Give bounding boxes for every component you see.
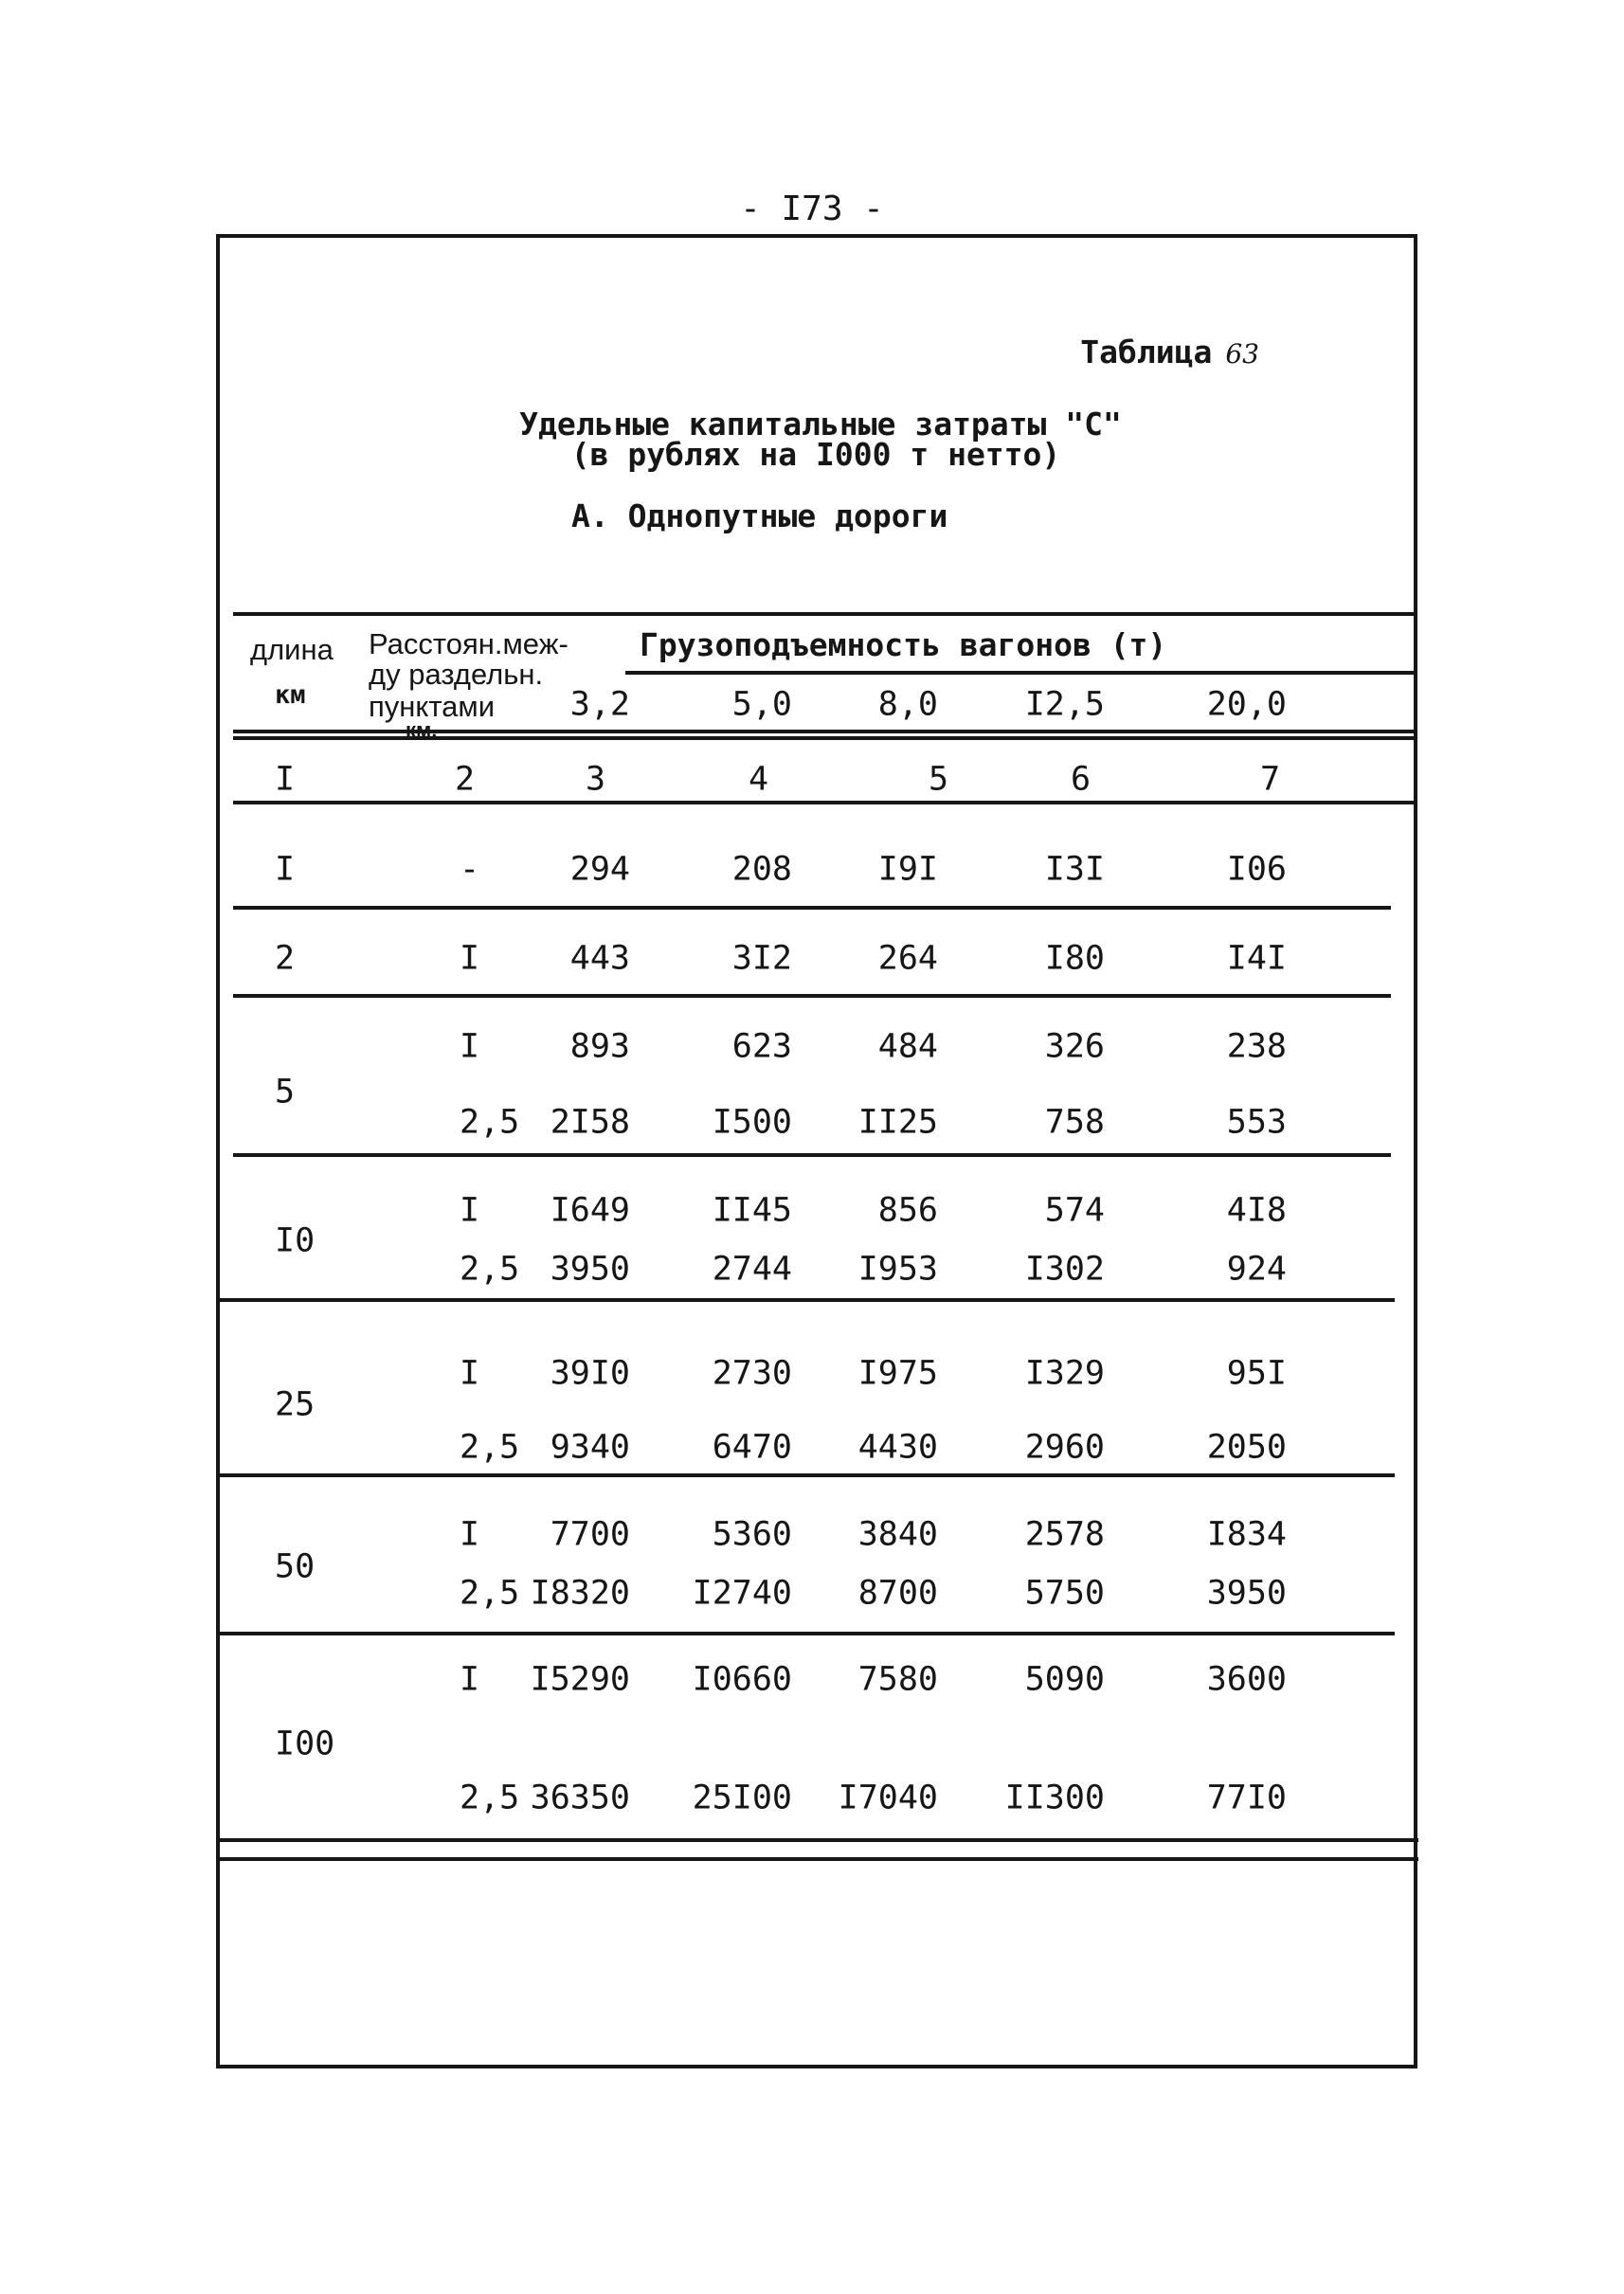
table-cell: I9I bbox=[877, 850, 938, 889]
table-rule-bottom bbox=[220, 1857, 1418, 1861]
table-cell: I5290 bbox=[530, 1660, 630, 1699]
table-cell: I953 bbox=[857, 1250, 938, 1289]
header-capacity-3: 8,0 bbox=[877, 685, 938, 724]
row-distance: I bbox=[460, 1354, 480, 1393]
column-number-7: 7 bbox=[1260, 760, 1281, 799]
row-distance: 2,5 bbox=[460, 1103, 520, 1142]
header-capacity-2: 5,0 bbox=[731, 685, 792, 724]
table-cell: 2578 bbox=[1024, 1515, 1105, 1554]
table-cell: II45 bbox=[712, 1191, 792, 1230]
header-capacity-4: I2,5 bbox=[1024, 685, 1105, 724]
header-distance-label-2: ду раздельн. bbox=[369, 658, 544, 691]
table-cell: 6470 bbox=[712, 1428, 792, 1467]
table-cell: 2050 bbox=[1206, 1428, 1287, 1467]
table-cell: I06 bbox=[1226, 850, 1287, 889]
header-capacity-label: Грузоподъемность вагонов (т) bbox=[640, 626, 1167, 663]
header-distance-label-3: пунктами bbox=[369, 690, 496, 723]
table-cell: 924 bbox=[1226, 1250, 1287, 1289]
table-cell: I2740 bbox=[692, 1574, 792, 1613]
table-cell: 5090 bbox=[1024, 1660, 1105, 1699]
table-cell: 484 bbox=[877, 1027, 938, 1066]
header-length-unit: км bbox=[275, 680, 306, 710]
table-title-line-1: Удельные капитальные затраты "С" bbox=[519, 406, 1122, 443]
column-number-4: 4 bbox=[749, 760, 769, 799]
table-cell: 856 bbox=[877, 1191, 938, 1230]
row-distance: I bbox=[460, 1515, 480, 1554]
table-cell: 4430 bbox=[857, 1428, 938, 1467]
table-cell: 7580 bbox=[857, 1660, 938, 1699]
table-subtitle: А. Однопутные дороги bbox=[571, 497, 948, 534]
table-title-line-2: (в рублях на I000 т нетто) bbox=[570, 436, 1061, 473]
table-cell: 893 bbox=[569, 1027, 630, 1066]
header-capacity-5: 20,0 bbox=[1206, 685, 1287, 724]
table-cell: 9340 bbox=[550, 1428, 630, 1467]
column-number-2: 2 bbox=[455, 760, 476, 799]
table-cell: 574 bbox=[1044, 1191, 1105, 1230]
table-cell: 326 bbox=[1044, 1027, 1105, 1066]
row-distance: I bbox=[460, 1660, 480, 1699]
table-cell: 2730 bbox=[712, 1354, 792, 1393]
table-caption-number: 63 bbox=[1225, 338, 1259, 370]
table-cell: I0660 bbox=[692, 1660, 792, 1699]
column-number-5: 5 bbox=[929, 760, 949, 799]
header-length-label: длина bbox=[250, 633, 334, 666]
table-cell: 2744 bbox=[712, 1250, 792, 1289]
table-cell: 25I00 bbox=[692, 1779, 792, 1817]
page-number: - I73 - bbox=[740, 190, 884, 228]
table-cell: 36350 bbox=[530, 1779, 630, 1817]
table-cell: I80 bbox=[1044, 939, 1105, 978]
table-cell: I302 bbox=[1024, 1250, 1105, 1289]
table-rule-top bbox=[233, 612, 1416, 616]
column-number-1: I bbox=[275, 760, 296, 799]
table-cell: 3600 bbox=[1206, 1660, 1287, 1699]
table-cell: 2I58 bbox=[550, 1103, 630, 1142]
table-cell: I649 bbox=[550, 1191, 630, 1230]
table-cell: 553 bbox=[1226, 1103, 1287, 1142]
row-distance: 2,5 bbox=[460, 1250, 520, 1289]
table-cell: I500 bbox=[712, 1103, 792, 1142]
table-rule-row bbox=[220, 1473, 1395, 1477]
row-distance: 2,5 bbox=[460, 1574, 520, 1613]
table-cell: II300 bbox=[1004, 1779, 1105, 1817]
table-cell: 3I2 bbox=[731, 939, 792, 978]
table-cell: 5360 bbox=[712, 1515, 792, 1554]
table-rule-row bbox=[220, 1838, 1418, 1842]
table-caption bbox=[1080, 334, 1259, 370]
header-distance-label-1: Расстоян.меж- bbox=[369, 627, 568, 660]
table-rule-row bbox=[233, 994, 1391, 998]
header-capacity-1: 3,2 bbox=[569, 685, 630, 724]
table-cell: 264 bbox=[877, 939, 938, 978]
table-rule-colnums bbox=[233, 801, 1416, 804]
table-cell: I7040 bbox=[838, 1779, 938, 1817]
table-cell: I4I bbox=[1226, 939, 1287, 978]
table-rule-row bbox=[220, 1298, 1395, 1302]
table-rule-row bbox=[233, 1153, 1391, 1157]
table-cell: 3950 bbox=[1206, 1574, 1287, 1613]
table-cell: I8320 bbox=[530, 1574, 630, 1613]
table-cell: 2960 bbox=[1024, 1428, 1105, 1467]
row-distance: - bbox=[460, 850, 480, 889]
table-cell: 623 bbox=[731, 1027, 792, 1066]
table-cell: 8700 bbox=[857, 1574, 938, 1613]
column-number-6: 6 bbox=[1071, 760, 1092, 799]
table-rule-capacity bbox=[625, 671, 1416, 675]
table-cell: 294 bbox=[569, 850, 630, 889]
table-cell: I975 bbox=[857, 1354, 938, 1393]
table-cell: 3840 bbox=[857, 1515, 938, 1554]
row-distance: 2,5 bbox=[460, 1428, 520, 1467]
table-cell: 7700 bbox=[550, 1515, 630, 1554]
table-cell: 77I0 bbox=[1206, 1779, 1287, 1817]
row-distance: I bbox=[460, 1027, 480, 1066]
table-cell: 5750 bbox=[1024, 1574, 1105, 1613]
column-number-3: 3 bbox=[586, 760, 606, 799]
table-cell: I3I bbox=[1044, 850, 1105, 889]
table-cell: 208 bbox=[731, 850, 792, 889]
row-distance: I bbox=[460, 1191, 480, 1230]
table-rule-row bbox=[220, 1632, 1395, 1635]
table-cell: 39I0 bbox=[550, 1354, 630, 1393]
table-cell: 95I bbox=[1226, 1354, 1287, 1393]
table-cell: I834 bbox=[1206, 1515, 1287, 1554]
table-caption-label: Таблица bbox=[1080, 334, 1213, 370]
table-cell: 3950 bbox=[550, 1250, 630, 1289]
row-distance: 2,5 bbox=[460, 1779, 520, 1817]
header-distance-unit: км. bbox=[406, 718, 438, 742]
table-rule-row bbox=[233, 906, 1391, 910]
row-distance: I bbox=[460, 939, 480, 978]
table-cell: 758 bbox=[1044, 1103, 1105, 1142]
table-cell: I329 bbox=[1024, 1354, 1105, 1393]
table-cell: 443 bbox=[569, 939, 630, 978]
table-cell: 238 bbox=[1226, 1027, 1287, 1066]
table-cell: II25 bbox=[857, 1103, 938, 1142]
table-cell: 4I8 bbox=[1226, 1191, 1287, 1230]
